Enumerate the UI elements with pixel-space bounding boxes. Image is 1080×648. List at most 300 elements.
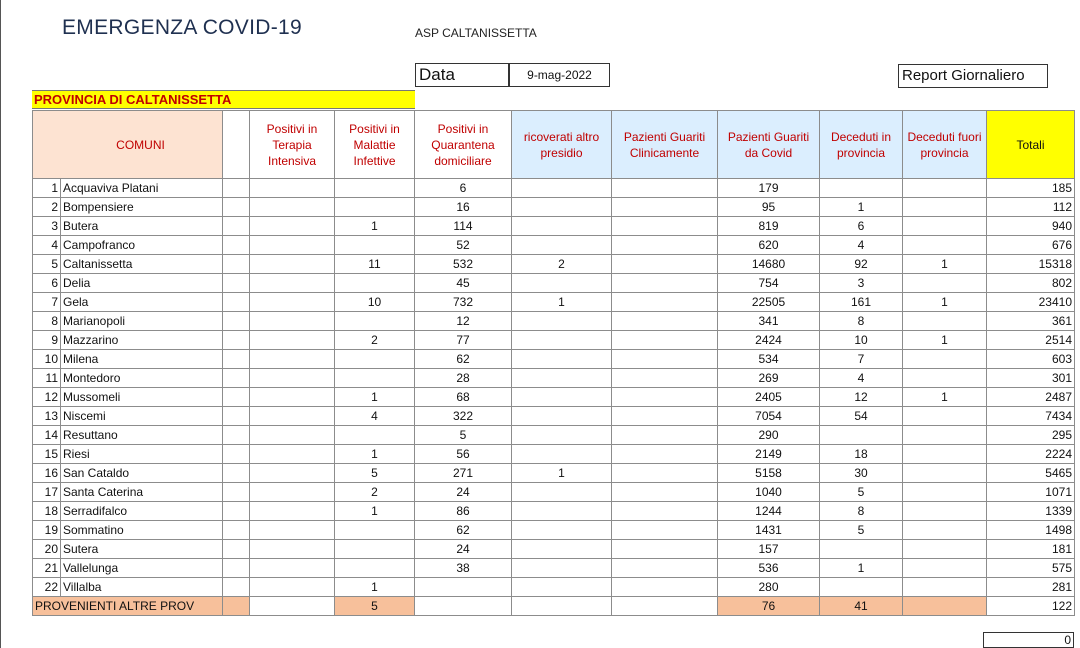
header-ricoverati: ricoverati altro presidio <box>512 111 612 179</box>
cell-guariti: 341 <box>718 312 820 331</box>
cell-quarantena: 24 <box>415 540 512 559</box>
cell-guariti: 7054 <box>718 407 820 426</box>
cell-terapia <box>250 445 335 464</box>
row-spacer <box>223 578 250 597</box>
comune-name: Villalba <box>61 578 223 597</box>
cell-quarantena: 12 <box>415 312 512 331</box>
cell-quarantena: 45 <box>415 274 512 293</box>
cell-totale: 281 <box>987 578 1075 597</box>
cell-fuori <box>903 521 987 540</box>
cell-fuori <box>903 597 987 616</box>
cell-fuori <box>903 312 987 331</box>
comune-name: Vallelunga <box>61 559 223 578</box>
cell-guariti: 280 <box>718 578 820 597</box>
row-spacer <box>223 521 250 540</box>
cell-malattie <box>335 559 415 578</box>
comune-name: Gela <box>61 293 223 312</box>
row-number: 19 <box>33 521 61 540</box>
row-number: 16 <box>33 464 61 483</box>
row-spacer <box>223 312 250 331</box>
cell-fuori <box>903 426 987 445</box>
cell-malattie <box>335 274 415 293</box>
cell-totale: 2224 <box>987 445 1075 464</box>
cell-clinicamente <box>612 369 718 388</box>
cell-ricoverati <box>512 559 612 578</box>
comune-name: Niscemi <box>61 407 223 426</box>
row-spacer <box>223 217 250 236</box>
comune-name: Bompensiere <box>61 198 223 217</box>
cell-malattie <box>335 179 415 198</box>
cell-ricoverati: 1 <box>512 293 612 312</box>
grand-total-cell: 0 <box>983 632 1074 648</box>
cell-clinicamente <box>612 388 718 407</box>
table-row <box>33 407 1075 426</box>
row-number: 13 <box>33 407 61 426</box>
cell-malattie: 1 <box>335 388 415 407</box>
cell-totale: 5465 <box>987 464 1075 483</box>
cell-totale: 181 <box>987 540 1075 559</box>
table-row <box>33 502 1075 521</box>
row-number: 1 <box>33 179 61 198</box>
cell-ricoverati <box>512 407 612 426</box>
cell-terapia <box>250 217 335 236</box>
cell-totale: 295 <box>987 426 1075 445</box>
cell-totale: 1498 <box>987 521 1075 540</box>
cell-clinicamente <box>612 255 718 274</box>
cell-deceduti: 1 <box>820 559 903 578</box>
cell-fuori <box>903 483 987 502</box>
cell-clinicamente <box>612 540 718 559</box>
header-deceduti: Deceduti in provincia <box>820 111 903 179</box>
header-totali: Totali <box>987 111 1075 179</box>
table-row <box>33 255 1075 274</box>
row-number: 17 <box>33 483 61 502</box>
comune-name: Sommatino <box>61 521 223 540</box>
cell-quarantena: 5 <box>415 426 512 445</box>
cell-totale: 1339 <box>987 502 1075 521</box>
cell-terapia <box>250 426 335 445</box>
cell-quarantena: 322 <box>415 407 512 426</box>
cell-quarantena: 38 <box>415 559 512 578</box>
cell-clinicamente <box>612 217 718 236</box>
table-row <box>33 483 1075 502</box>
comune-name: Montedoro <box>61 369 223 388</box>
cell-fuori <box>903 445 987 464</box>
cell-malattie <box>335 540 415 559</box>
cell-deceduti: 92 <box>820 255 903 274</box>
cell-guariti: 754 <box>718 274 820 293</box>
cell-clinicamente <box>612 407 718 426</box>
row-number: 3 <box>33 217 61 236</box>
cell-quarantena: 52 <box>415 236 512 255</box>
cell-guariti: 534 <box>718 350 820 369</box>
cell-malattie: 10 <box>335 293 415 312</box>
cell-deceduti: 1 <box>820 198 903 217</box>
date-value: 9-mag-2022 <box>509 63 610 87</box>
row-spacer <box>223 483 250 502</box>
table-row <box>33 445 1075 464</box>
cell-deceduti: 5 <box>820 521 903 540</box>
cell-deceduti: 8 <box>820 502 903 521</box>
cell-quarantena: 62 <box>415 521 512 540</box>
cell-deceduti <box>820 426 903 445</box>
header-clinicamente: Pazienti Guariti Clinicamente <box>612 111 718 179</box>
cell-guariti: 95 <box>718 198 820 217</box>
row-number: 20 <box>33 540 61 559</box>
cell-ricoverati: 2 <box>512 255 612 274</box>
row-spacer <box>223 179 250 198</box>
cell-deceduti: 12 <box>820 388 903 407</box>
cell-guariti: 290 <box>718 426 820 445</box>
row-spacer <box>223 559 250 578</box>
cell-ricoverati <box>512 198 612 217</box>
cell-fuori <box>903 540 987 559</box>
cell-clinicamente <box>612 483 718 502</box>
row-number: 5 <box>33 255 61 274</box>
cell-totale: 2487 <box>987 388 1075 407</box>
cell-ricoverati <box>512 350 612 369</box>
other-provinces-row <box>33 597 1075 616</box>
comune-name: Acquaviva Platani <box>61 179 223 198</box>
cell-terapia <box>250 331 335 350</box>
cell-terapia <box>250 502 335 521</box>
row-spacer <box>223 388 250 407</box>
cell-quarantena: 62 <box>415 350 512 369</box>
cell-quarantena: 271 <box>415 464 512 483</box>
cell-quarantena: 77 <box>415 331 512 350</box>
cell-guariti: 1040 <box>718 483 820 502</box>
cell-guariti: 269 <box>718 369 820 388</box>
covid-table <box>32 110 1075 616</box>
cell-terapia <box>250 198 335 217</box>
cell-terapia <box>250 407 335 426</box>
cell-clinicamente <box>612 274 718 293</box>
row-spacer <box>223 407 250 426</box>
cell-quarantena: 114 <box>415 217 512 236</box>
cell-deceduti: 5 <box>820 483 903 502</box>
cell-malattie: 5 <box>335 597 415 616</box>
header-quarantena: Positivi in Quarantena domiciliare <box>415 111 512 179</box>
cell-deceduti: 4 <box>820 236 903 255</box>
cell-guariti: 22505 <box>718 293 820 312</box>
cell-terapia <box>250 388 335 407</box>
cell-clinicamente <box>612 502 718 521</box>
cell-fuori <box>903 578 987 597</box>
row-spacer <box>223 331 250 350</box>
cell-deceduti: 3 <box>820 274 903 293</box>
table-row <box>33 236 1075 255</box>
row-spacer <box>223 445 250 464</box>
row-spacer <box>223 369 250 388</box>
cell-deceduti <box>820 179 903 198</box>
cell-terapia <box>250 179 335 198</box>
cell-totale: 23410 <box>987 293 1075 312</box>
cell-malattie: 2 <box>335 483 415 502</box>
cell-ricoverati <box>512 502 612 521</box>
cell-clinicamente <box>612 350 718 369</box>
cell-deceduti <box>820 578 903 597</box>
cell-clinicamente <box>612 464 718 483</box>
cell-fuori <box>903 407 987 426</box>
table-row <box>33 388 1075 407</box>
cell-guariti: 620 <box>718 236 820 255</box>
cell-clinicamente <box>612 521 718 540</box>
row-spacer <box>223 236 250 255</box>
cell-deceduti: 18 <box>820 445 903 464</box>
cell-terapia <box>250 293 335 312</box>
row-number: 21 <box>33 559 61 578</box>
cell-clinicamente <box>612 426 718 445</box>
cell-totale: 802 <box>987 274 1075 293</box>
cell-terapia <box>250 255 335 274</box>
comune-name: Milena <box>61 350 223 369</box>
cell-terapia <box>250 350 335 369</box>
header-guariti: Pazienti Guariti da Covid <box>718 111 820 179</box>
cell-guariti: 157 <box>718 540 820 559</box>
cell-deceduti: 6 <box>820 217 903 236</box>
cell-fuori <box>903 236 987 255</box>
cell-quarantena: 68 <box>415 388 512 407</box>
cell-terapia <box>250 559 335 578</box>
table-row <box>33 293 1075 312</box>
cell-malattie: 5 <box>335 464 415 483</box>
cell-quarantena: 732 <box>415 293 512 312</box>
comune-name: Delia <box>61 274 223 293</box>
cell-fuori <box>903 198 987 217</box>
cell-fuori <box>903 179 987 198</box>
table-row <box>33 312 1075 331</box>
header-spacer <box>223 111 250 179</box>
page-title: EMERGENZA COVID-19 <box>62 16 302 39</box>
cell-deceduti: 8 <box>820 312 903 331</box>
page-left-border <box>0 0 1 648</box>
cell-deceduti: 41 <box>820 597 903 616</box>
cell-terapia <box>250 312 335 331</box>
cell-ricoverati <box>512 426 612 445</box>
row-number: 22 <box>33 578 61 597</box>
comune-name: Campofranco <box>61 236 223 255</box>
header-malattie: Positivi in Malattie Infettive <box>335 111 415 179</box>
table-row <box>33 426 1075 445</box>
row-spacer <box>223 350 250 369</box>
cell-malattie: 1 <box>335 502 415 521</box>
cell-ricoverati <box>512 388 612 407</box>
cell-fuori <box>903 350 987 369</box>
cell-clinicamente <box>612 179 718 198</box>
row-spacer <box>223 540 250 559</box>
cell-malattie: 11 <box>335 255 415 274</box>
other-provinces-spacer <box>223 597 250 616</box>
table-row <box>33 369 1075 388</box>
cell-totale: 15318 <box>987 255 1075 274</box>
cell-ricoverati <box>512 236 612 255</box>
cell-clinicamente <box>612 293 718 312</box>
cell-fuori <box>903 464 987 483</box>
cell-terapia <box>250 483 335 502</box>
header-fuori: Deceduti fuori provincia <box>903 111 987 179</box>
comune-name: Serradifalco <box>61 502 223 521</box>
cell-malattie: 4 <box>335 407 415 426</box>
date-label: Data <box>415 63 509 87</box>
report-label: Report Giornaliero <box>898 64 1048 88</box>
cell-quarantena <box>415 597 512 616</box>
cell-totale: 575 <box>987 559 1075 578</box>
cell-totale: 2514 <box>987 331 1075 350</box>
row-spacer <box>223 293 250 312</box>
cell-guariti: 179 <box>718 179 820 198</box>
cell-ricoverati <box>512 274 612 293</box>
cell-totale: 122 <box>987 597 1075 616</box>
row-number: 10 <box>33 350 61 369</box>
cell-clinicamente <box>612 236 718 255</box>
table-row <box>33 464 1075 483</box>
cell-ricoverati <box>512 217 612 236</box>
comune-name: Mussomeli <box>61 388 223 407</box>
cell-quarantena: 532 <box>415 255 512 274</box>
cell-deceduti: 4 <box>820 369 903 388</box>
cell-fuori <box>903 369 987 388</box>
header-comuni: COMUNI <box>33 111 223 179</box>
cell-totale: 301 <box>987 369 1075 388</box>
cell-quarantena: 28 <box>415 369 512 388</box>
comune-name: Mazzarino <box>61 331 223 350</box>
cell-malattie <box>335 350 415 369</box>
comune-name: Marianopoli <box>61 312 223 331</box>
cell-totale: 112 <box>987 198 1075 217</box>
cell-malattie: 2 <box>335 331 415 350</box>
cell-clinicamente <box>612 597 718 616</box>
row-number: 6 <box>33 274 61 293</box>
cell-fuori <box>903 274 987 293</box>
cell-malattie <box>335 521 415 540</box>
row-spacer <box>223 274 250 293</box>
table-body <box>33 179 1075 597</box>
cell-terapia <box>250 274 335 293</box>
cell-guariti: 1431 <box>718 521 820 540</box>
header-terapia: Positivi in Terapia Intensiva <box>250 111 335 179</box>
cell-fuori: 1 <box>903 293 987 312</box>
cell-totale: 940 <box>987 217 1075 236</box>
cell-deceduti: 7 <box>820 350 903 369</box>
cell-quarantena: 56 <box>415 445 512 464</box>
cell-quarantena: 86 <box>415 502 512 521</box>
cell-deceduti: 30 <box>820 464 903 483</box>
cell-clinicamente <box>612 445 718 464</box>
cell-quarantena: 16 <box>415 198 512 217</box>
cell-terapia <box>250 578 335 597</box>
cell-clinicamente <box>612 312 718 331</box>
cell-ricoverati <box>512 540 612 559</box>
row-number: 8 <box>33 312 61 331</box>
row-spacer <box>223 198 250 217</box>
cell-malattie <box>335 369 415 388</box>
cell-ricoverati <box>512 312 612 331</box>
comune-name: Riesi <box>61 445 223 464</box>
cell-malattie: 1 <box>335 217 415 236</box>
other-provinces-label: PROVENIENTI ALTRE PROV <box>33 597 223 616</box>
cell-fuori <box>903 502 987 521</box>
cell-terapia <box>250 369 335 388</box>
cell-deceduti: 54 <box>820 407 903 426</box>
cell-totale: 7434 <box>987 407 1075 426</box>
cell-deceduti <box>820 540 903 559</box>
table-row <box>33 179 1075 198</box>
cell-guariti: 5158 <box>718 464 820 483</box>
header-row <box>33 111 1075 179</box>
cell-malattie <box>335 198 415 217</box>
cell-totale: 1071 <box>987 483 1075 502</box>
cell-ricoverati <box>512 521 612 540</box>
cell-guariti: 2405 <box>718 388 820 407</box>
cell-guariti: 2149 <box>718 445 820 464</box>
cell-ricoverati <box>512 597 612 616</box>
cell-malattie: 1 <box>335 445 415 464</box>
table-row <box>33 540 1075 559</box>
cell-guariti: 536 <box>718 559 820 578</box>
table-row <box>33 331 1075 350</box>
row-number: 14 <box>33 426 61 445</box>
row-number: 12 <box>33 388 61 407</box>
cell-fuori <box>903 217 987 236</box>
comune-name: Sutera <box>61 540 223 559</box>
province-banner: PROVINCIA DI CALTANISSETTA <box>32 90 415 109</box>
cell-totale: 361 <box>987 312 1075 331</box>
table-row <box>33 217 1075 236</box>
row-number: 2 <box>33 198 61 217</box>
cell-fuori <box>903 559 987 578</box>
cell-guariti: 819 <box>718 217 820 236</box>
table-row <box>33 274 1075 293</box>
row-number: 4 <box>33 236 61 255</box>
cell-terapia <box>250 464 335 483</box>
cell-guariti: 1244 <box>718 502 820 521</box>
cell-totale: 185 <box>987 179 1075 198</box>
table-row <box>33 578 1075 597</box>
row-number: 15 <box>33 445 61 464</box>
cell-deceduti: 10 <box>820 331 903 350</box>
table-row <box>33 521 1075 540</box>
cell-clinicamente <box>612 331 718 350</box>
comune-name: Butera <box>61 217 223 236</box>
row-spacer <box>223 464 250 483</box>
cell-malattie <box>335 312 415 331</box>
cell-ricoverati <box>512 445 612 464</box>
cell-clinicamente <box>612 559 718 578</box>
cell-ricoverati: 1 <box>512 464 612 483</box>
cell-malattie <box>335 426 415 445</box>
cell-malattie <box>335 236 415 255</box>
cell-terapia <box>250 540 335 559</box>
table-row <box>33 350 1075 369</box>
row-spacer <box>223 502 250 521</box>
cell-terapia <box>250 521 335 540</box>
cell-fuori: 1 <box>903 388 987 407</box>
table-row <box>33 198 1075 217</box>
cell-ricoverati <box>512 483 612 502</box>
cell-ricoverati <box>512 331 612 350</box>
cell-totale: 603 <box>987 350 1075 369</box>
cell-fuori: 1 <box>903 255 987 274</box>
cell-ricoverati <box>512 578 612 597</box>
cell-guariti: 76 <box>718 597 820 616</box>
comune-name: Santa Caterina <box>61 483 223 502</box>
comune-name: San Cataldo <box>61 464 223 483</box>
cell-terapia <box>250 236 335 255</box>
cell-ricoverati <box>512 369 612 388</box>
cell-ricoverati <box>512 179 612 198</box>
cell-clinicamente <box>612 578 718 597</box>
row-number: 9 <box>33 331 61 350</box>
